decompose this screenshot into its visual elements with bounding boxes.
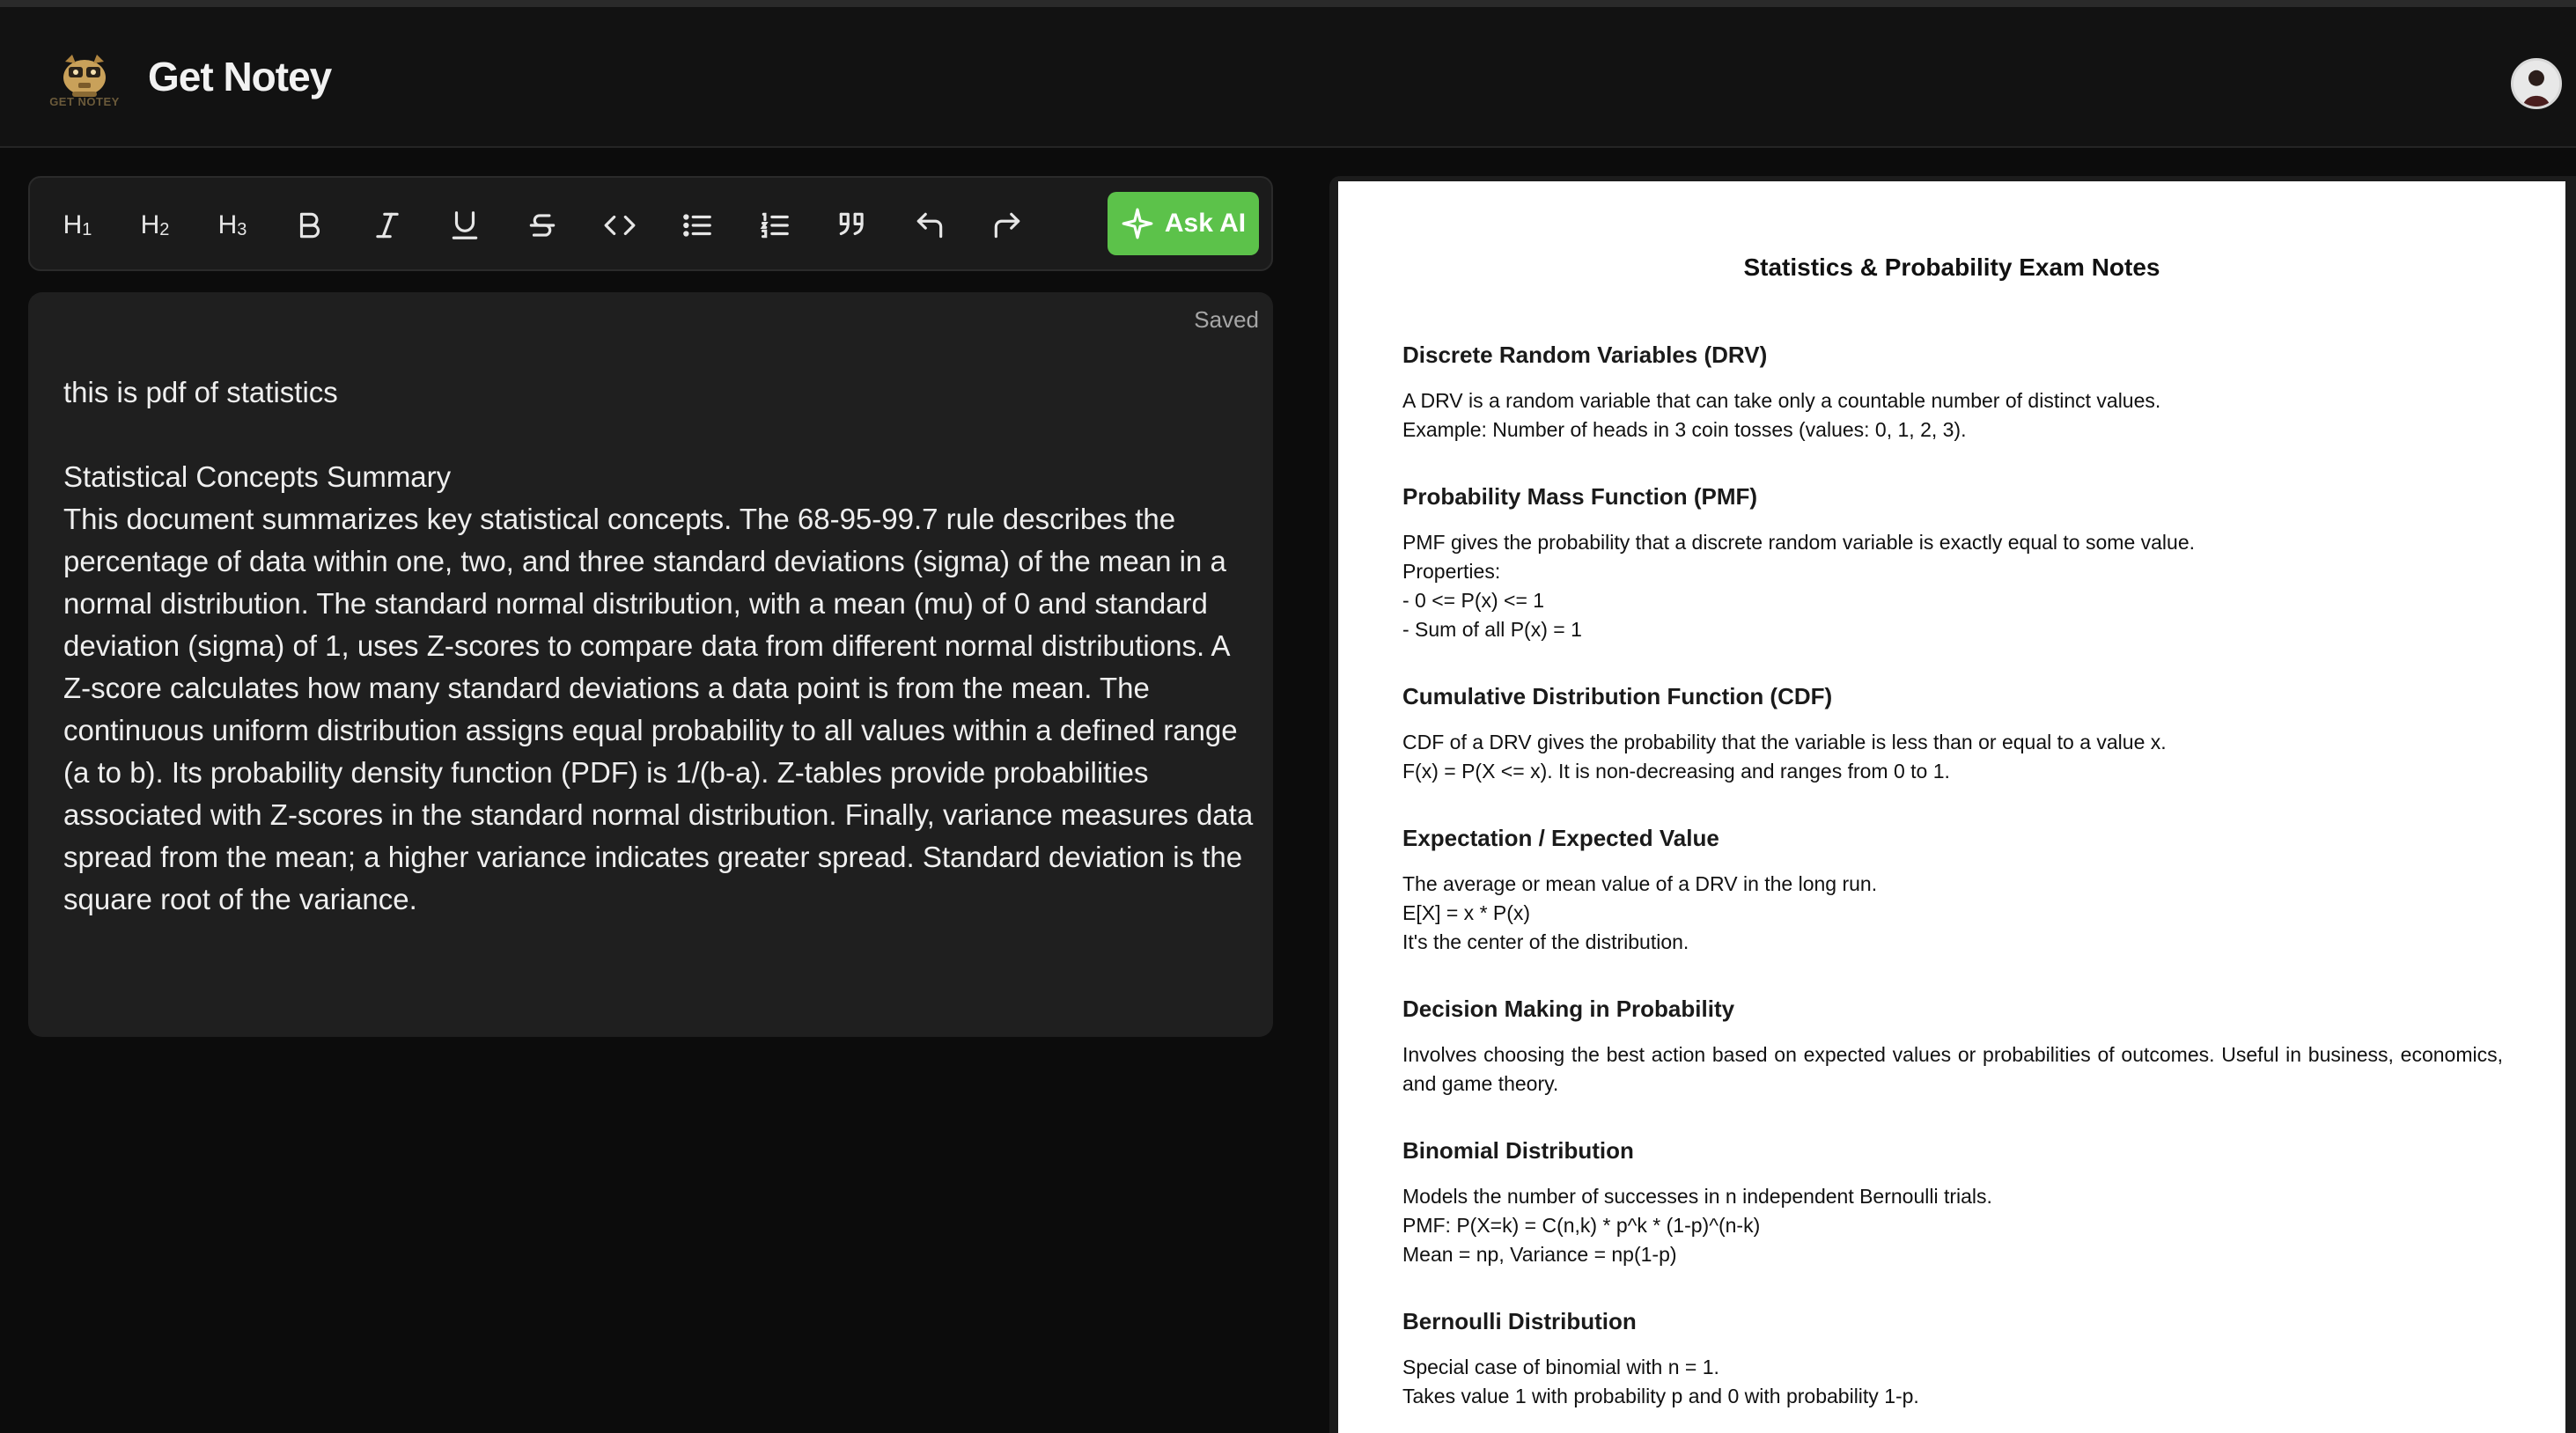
- underline-icon: [448, 209, 482, 242]
- logo-caption: GET NOTEY: [49, 95, 120, 108]
- redo-button[interactable]: [979, 199, 1035, 252]
- code-icon: [603, 209, 637, 242]
- section-heading: Decision Making in Probability: [1402, 996, 1735, 1022]
- bullet-list-icon: [681, 209, 714, 242]
- undo-icon: [913, 209, 946, 242]
- section-line: E[X] = x * P(x): [1402, 901, 1531, 924]
- section-expectation: [1402, 825, 2503, 957]
- section-heading: Binomial Distribution: [1402, 1137, 1634, 1164]
- section-heading: Discrete Random Variables (DRV): [1402, 342, 1768, 368]
- ask-ai-label: Ask AI: [1164, 209, 1247, 238]
- italic-icon: [371, 209, 404, 242]
- section-heading: Bernoulli Distribution: [1402, 1308, 1637, 1334]
- quote-icon: [835, 209, 869, 242]
- section-heading: Probability Mass Function (PMF): [1402, 483, 1758, 510]
- section-decision-making: [1402, 996, 2503, 1099]
- heading-1-icon: $H_1$: [63, 210, 92, 239]
- section-line: Special case of binomial with n = 1.: [1402, 1356, 1719, 1378]
- app-header: [0, 7, 2576, 148]
- section-line: PMF gives the probability that a discrete random variable is exactly equal to some value.: [1402, 531, 2195, 554]
- sparkle-icon: [1121, 207, 1154, 240]
- code-button[interactable]: [592, 199, 648, 252]
- section-heading: Expectation / Expected Value: [1402, 825, 1719, 851]
- section-line: Models the number of successes in n independent Bernoulli trials.: [1402, 1185, 1992, 1208]
- section-drv: [1402, 342, 2503, 445]
- pdf-preview-page[interactable]: [1338, 181, 2565, 1433]
- section-line: A DRV is a random variable that can take only a countable number of distinct values.: [1402, 389, 2161, 412]
- section-line: CDF of a DRV gives the probability that the variable is less than or equal to a value x.: [1402, 731, 2167, 753]
- section-heading: Cumulative Distribution Function (CDF): [1402, 683, 1833, 709]
- bullet-list-button[interactable]: [669, 199, 725, 252]
- formatting-toolbar: [28, 176, 1273, 271]
- heading-3-button[interactable]: [204, 199, 261, 252]
- heading-2-button[interactable]: [127, 199, 183, 252]
- section-line: Example: Number of heads in 3 coin tosses (values: 0, 1, 2, 3).: [1402, 418, 1967, 441]
- document-sections: [1402, 342, 2503, 1433]
- document-title: Statistics & Probability Exam Notes: [1743, 254, 2160, 281]
- section-line: PMF: P(X=k) = C(n,k) * p^k * (1-p)^(n-k): [1402, 1214, 1761, 1237]
- section-line: The average or mean value of a DRV in the long run.: [1402, 872, 1878, 895]
- heading-3-icon: $H_3$: [217, 210, 247, 239]
- underline-button[interactable]: [437, 199, 493, 252]
- app-title[interactable]: Get Notey: [148, 54, 332, 99]
- strikethrough-button[interactable]: [514, 199, 570, 252]
- user-avatar[interactable]: [2511, 58, 2562, 109]
- section-line: Properties:: [1402, 560, 1501, 583]
- undo-button[interactable]: [902, 199, 958, 252]
- section-line: - Sum of all P(x) = 1: [1402, 618, 1582, 641]
- heading-2-icon: $H_2$: [140, 210, 170, 239]
- bold-button[interactable]: [282, 199, 338, 252]
- section-line: - 0 <= P(x) <= 1: [1402, 589, 1545, 612]
- bold-icon: [293, 209, 327, 242]
- redo-icon: [990, 209, 1024, 242]
- section-cdf: [1402, 683, 2503, 786]
- ask-ai-button[interactable]: [1108, 192, 1259, 255]
- section-line: Takes value 1 with probability p and 0 with probability 1-p.: [1402, 1385, 1919, 1407]
- section-line: Mean = np, Variance = np(1-p): [1402, 1243, 1677, 1266]
- section-pmf: [1402, 483, 2503, 644]
- italic-button[interactable]: [359, 199, 416, 252]
- editor-heading: Statistical Concepts Summary: [63, 460, 452, 493]
- section-line: Involves choosing the best action based on expected values or probabilities of outcomes. Useful in business, economics, and game theory.: [1402, 1043, 2503, 1095]
- user-avatar-icon: [2513, 61, 2559, 107]
- editor-paragraph: This document summarizes key statistical concepts. The 68-95-99.7 rule describes the percentage of data within one, two, and three standard deviations (sigma) of the mean in a normal distribution. The standard normal distribution, with a mean (mu) of 0 and standard deviation (sigma) of 1, uses Z-scores to compare data from different normal distributions. A Z-score calculates how many standard deviations a data point is from the mean. The continuous uniform distribution assigns equal probability to all values within a defined range (a to b). Its probability density function (PDF) is 1/(b-a). Z-tables provide probabilities associated with Z-scores in the standard normal distribution. Finally, variance measures data spread from the mean; a higher variance indicates greater spread. Standard deviation is the square root of the variance.: [63, 503, 1254, 915]
- section-bernoulli: [1402, 1308, 2503, 1411]
- section-line: It's the center of the distribution.: [1402, 930, 1689, 953]
- window-top-strip: [0, 0, 2576, 7]
- save-status: Saved: [1194, 306, 1259, 333]
- section-binomial: [1402, 1137, 2503, 1269]
- section-line: F(x) = P(X <= x). It is non-decreasing and ranges from 0 to 1.: [1402, 760, 1950, 783]
- numbered-list-button[interactable]: [747, 199, 803, 252]
- note-editor[interactable]: [28, 292, 1273, 1037]
- editor-content[interactable]: [63, 371, 1261, 921]
- heading-1-button[interactable]: [49, 199, 106, 252]
- quote-button[interactable]: [824, 199, 880, 252]
- editor-line-intro: this is pdf of statistics: [63, 376, 338, 408]
- numbered-list-icon: [758, 209, 791, 242]
- strikethrough-icon: [526, 209, 559, 242]
